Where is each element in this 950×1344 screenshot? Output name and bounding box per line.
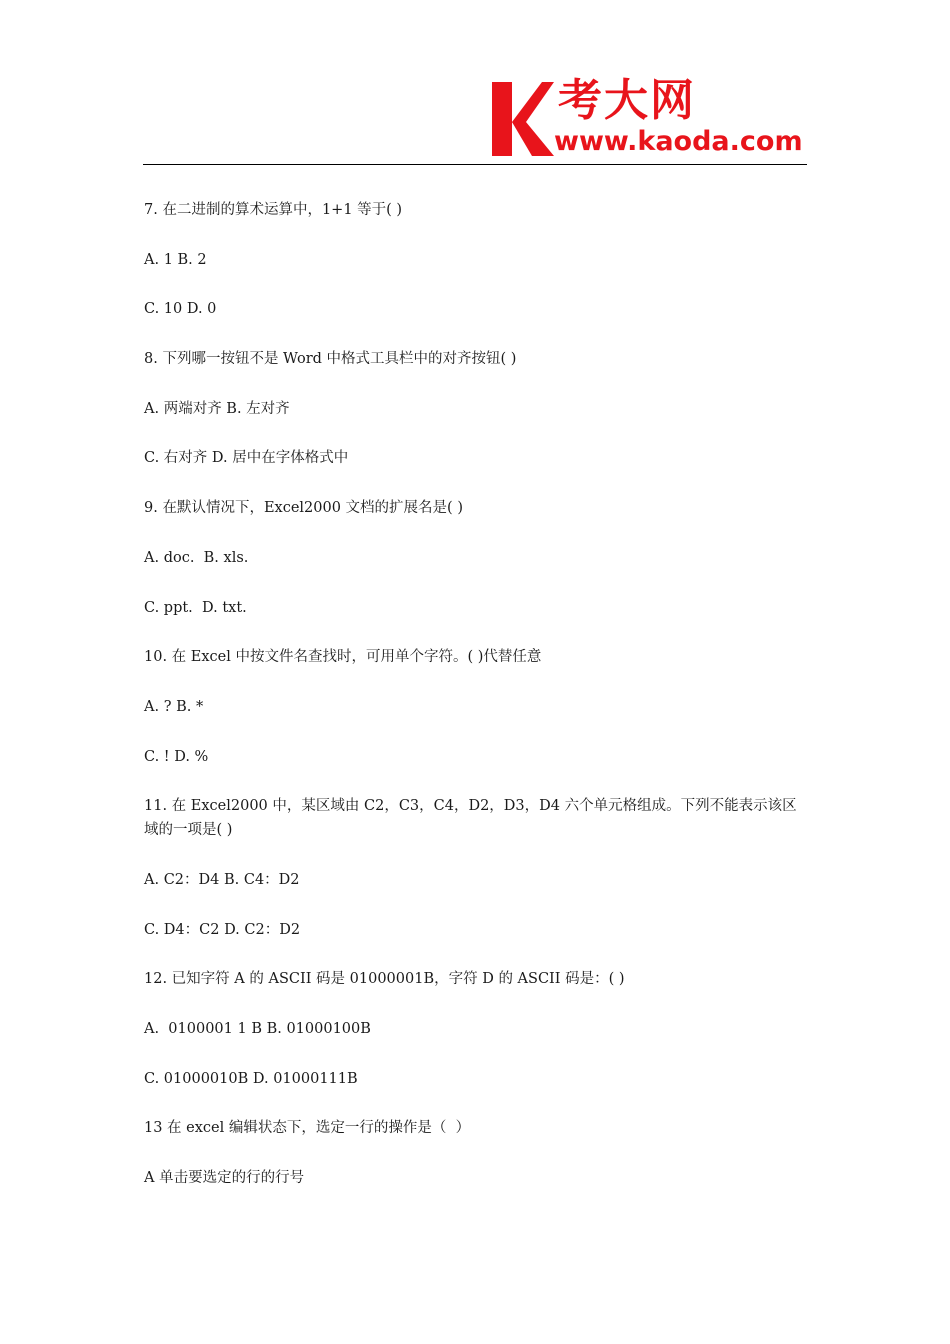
k-logo-icon bbox=[492, 82, 554, 156]
q13-option-a: A 单击要选定的行的行号 bbox=[144, 1170, 305, 1187]
q12-options-cd: C. 01000010B D. 01000111B bbox=[144, 1070, 358, 1087]
q8-options-cd: C. 右对齐 D. 居中在字体格式中 bbox=[144, 450, 349, 467]
question-10: 10. 在 Excel 中按文件名查找时，可用单个字符。( )代替任意 bbox=[144, 649, 542, 666]
site-logo bbox=[492, 76, 810, 160]
q9-options-ab: A. doc. B. xls. bbox=[144, 549, 249, 566]
document-body bbox=[144, 198, 808, 1216]
q9-options-cd: C. ppt. D. txt. bbox=[144, 599, 247, 616]
q7-options-cd: C. 10 D. 0 bbox=[144, 301, 217, 318]
q8-options-ab: A. 两端对齐 B. 左对齐 bbox=[144, 400, 290, 417]
q10-options-cd: C. ! D. % bbox=[144, 748, 209, 765]
question-8: 8. 下列哪一按钮不是 Word 中格式工具栏中的对齐按钮( ) bbox=[144, 351, 517, 368]
logo-url: www.kaoda.com bbox=[554, 126, 803, 157]
question-11: 11. 在 Excel2000 中，某区域由 C2，C3，C4，D2，D3，D4 六个单元格组成。下列不能表示该区域的一项是( ) bbox=[144, 798, 797, 839]
question-9: 9. 在默认情况下，Excel2000 文档的扩展名是( ) bbox=[144, 500, 463, 517]
q12-options-ab: A. 0100001 1 B B. 01000100B bbox=[144, 1021, 371, 1037]
q11-options-ab: A. C2：D4 B. C4：D2 bbox=[144, 871, 300, 888]
q7-options-ab: A. 1 B. 2 bbox=[144, 251, 207, 268]
question-13: 13 在 excel 编辑状态下，选定一行的操作是（ ） bbox=[144, 1120, 471, 1137]
question-12: 12. 已知字符 A 的 ASCII 码是 01000001B，字符 D 的 ASCII 码是：( ) bbox=[144, 971, 625, 988]
header-divider bbox=[143, 164, 807, 165]
question-7: 7. 在二进制的算术运算中，1+1 等于( ) bbox=[144, 202, 403, 218]
q11-options-cd: C. D4：C2 D. C2：D2 bbox=[144, 921, 301, 938]
q10-options-ab: A. ? B. * bbox=[144, 698, 204, 715]
logo-chinese-name: 考大网 bbox=[558, 75, 696, 126]
